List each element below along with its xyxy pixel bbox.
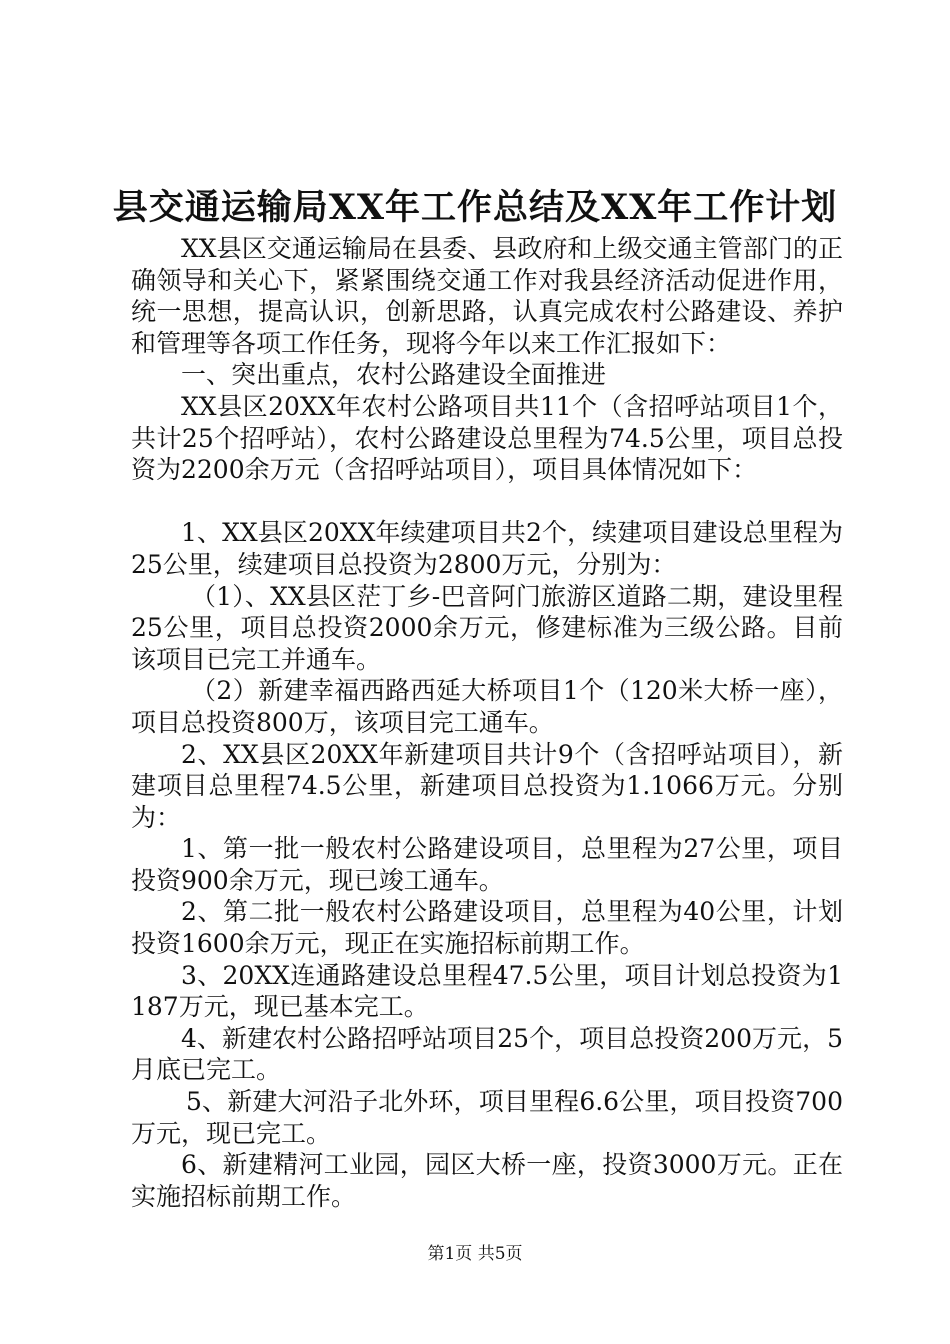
continuing-projects-paragraph: 1、XX县区20XX年续建项目共2个，续建项目建设总里程为25公里，续建项目总投资为2800万元，分别为： xyxy=(131,518,843,579)
new-project-item-6: 6、新建精河工业园，园区大桥一座，投资3000万元。正在实施招标前期工作。 xyxy=(131,1150,843,1211)
section-heading: 一、突出重点，农村公路建设全面推进 xyxy=(181,360,607,390)
intro-paragraph: XX县区交通运输局在县委、县政府和上级交通主管部门的正确领导和关心下，紧紧围绕交通工作对我县经济活动促进作用，统一思想，提高认识，创新思路，认真完成农村公路建设、养护和管理等各项工作任务，现将今年以来工作汇报如下： xyxy=(131,234,843,358)
new-project-item-2: 2、第二批一般农村公路建设项目，总里程为40公里，计划投资1600余万元，现正在实施招标前期工作。 xyxy=(131,897,843,959)
new-project-item-4: 4、新建农村公路招呼站项目25个，项目总投资200万元，5月底已完工。 xyxy=(131,1023,843,1085)
new-project-item-1: 1、第一批一般农村公路建设项目，总里程为27公里，项目投资900余万元，现已竣工通车。 xyxy=(131,834,843,895)
page-number-footer: 第1页 共5页 xyxy=(427,1244,523,1264)
project-item-2: （2）新建幸福西路西延大桥项目1个（120米大桥一座），项目总投资800万，该项目完工通车。 xyxy=(131,676,843,737)
document-title: 县交通运输局XX年工作总结及XX年工作计划 xyxy=(112,187,838,228)
project-item-1: （1）、XX县区茫丁乡-巴音阿门旅游区道路二期，建设里程25公里，项目总投资2000余万元，修建标准为三级公路。目前该项目已完工并通车。 xyxy=(131,581,843,674)
overview-paragraph: XX县区20XX年农村公路项目共11个（含招呼站项目1个，共计25个招呼站），农村公路建设总里程为74.5公里，项目总投资为2200余万元（含招呼站项目），项目具体情况如下： xyxy=(131,391,843,485)
document-body xyxy=(131,233,843,1212)
new-project-item-5: 5、新建大河沿子北外环，项目里程6.6公里，项目投资700万元，现已完工。 xyxy=(131,1087,843,1148)
new-project-item-3: 3、20XX连通路建设总里程47.5公里，项目计划总投资为1187万元，现已基本完工。 xyxy=(131,960,843,1022)
new-projects-paragraph: 2、XX县区20XX年新建项目共计9个（含招呼站项目），新建项目总里程74.5公里，新建项目总投资为1.1066万元。分别为： xyxy=(131,739,843,832)
blank-line xyxy=(131,486,843,518)
